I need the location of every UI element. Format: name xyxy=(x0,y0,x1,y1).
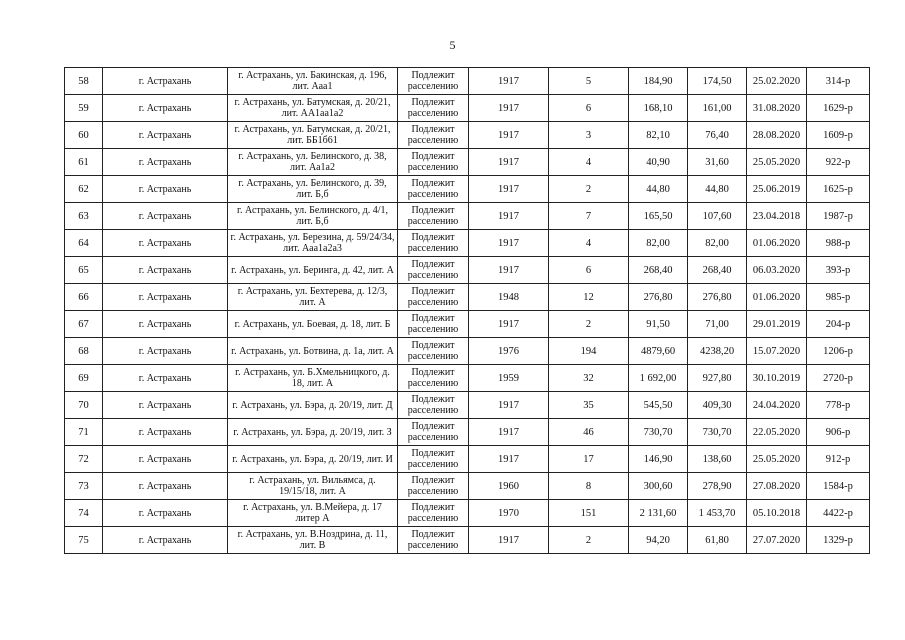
city-cell: г. Астрахань xyxy=(103,419,228,446)
row-number: 74 xyxy=(65,500,103,527)
status-cell: Подлежит расселению xyxy=(398,392,469,419)
residents-cell: 2 xyxy=(549,527,629,554)
total-area-cell: 1 692,00 xyxy=(629,365,688,392)
date-cell: 25.05.2020 xyxy=(747,149,807,176)
row-number: 72 xyxy=(65,446,103,473)
date-cell: 15.07.2020 xyxy=(747,338,807,365)
total-area-cell: 4879,60 xyxy=(629,338,688,365)
city-cell: г. Астрахань xyxy=(103,284,228,311)
address-cell: г. Астрахань, ул. Белинского, д. 38, лит. Аа1а2 xyxy=(228,149,398,176)
residents-cell: 4 xyxy=(549,230,629,257)
housing-table xyxy=(64,67,870,554)
document-number-cell: 922-р xyxy=(807,149,870,176)
residents-cell: 4 xyxy=(549,149,629,176)
living-area-cell: 61,80 xyxy=(688,527,747,554)
address-cell: г. Астрахань, ул. Бэра, д. 20/19, лит. З xyxy=(228,419,398,446)
date-cell: 27.08.2020 xyxy=(747,473,807,500)
date-cell: 25.02.2020 xyxy=(747,68,807,95)
living-area-cell: 82,00 xyxy=(688,230,747,257)
date-cell: 31.08.2020 xyxy=(747,95,807,122)
document-number-cell: 1609-р xyxy=(807,122,870,149)
row-number: 61 xyxy=(65,149,103,176)
total-area-cell: 146,90 xyxy=(629,446,688,473)
residents-cell: 7 xyxy=(549,203,629,230)
address-cell: г. Астрахань, ул. Батумская, д. 20/21, лит. ББ1б61 xyxy=(228,122,398,149)
address-cell: г. Астрахань, ул. Вильямса, д. 19/15/18, лит. А xyxy=(228,473,398,500)
table-row xyxy=(65,446,870,473)
date-cell: 27.07.2020 xyxy=(747,527,807,554)
address-cell: г. Астрахань, ул. Ботвина, д. 1а, лит. А xyxy=(228,338,398,365)
table-row xyxy=(65,149,870,176)
date-cell: 06.03.2020 xyxy=(747,257,807,284)
residents-cell: 2 xyxy=(549,311,629,338)
city-cell: г. Астрахань xyxy=(103,68,228,95)
address-cell: г. Астрахань, ул. Бэра, д. 20/19, лит. И xyxy=(228,446,398,473)
living-area-cell: 31,60 xyxy=(688,149,747,176)
living-area-cell: 138,60 xyxy=(688,446,747,473)
year-cell: 1917 xyxy=(469,95,549,122)
document-number-cell: 912-р xyxy=(807,446,870,473)
document-number-cell: 1629-р xyxy=(807,95,870,122)
living-area-cell: 71,00 xyxy=(688,311,747,338)
address-cell: г. Астрахань, ул. Березина, д. 59/24/34, лит. Ааа1а2а3 xyxy=(228,230,398,257)
row-number: 71 xyxy=(65,419,103,446)
date-cell: 05.10.2018 xyxy=(747,500,807,527)
year-cell: 1917 xyxy=(469,122,549,149)
total-area-cell: 94,20 xyxy=(629,527,688,554)
residents-cell: 151 xyxy=(549,500,629,527)
date-cell: 01.06.2020 xyxy=(747,284,807,311)
year-cell: 1917 xyxy=(469,176,549,203)
total-area-cell: 276,80 xyxy=(629,284,688,311)
year-cell: 1917 xyxy=(469,230,549,257)
city-cell: г. Астрахань xyxy=(103,392,228,419)
year-cell: 1917 xyxy=(469,311,549,338)
status-cell: Подлежит расселению xyxy=(398,500,469,527)
status-cell: Подлежит расселению xyxy=(398,473,469,500)
living-area-cell: 161,00 xyxy=(688,95,747,122)
year-cell: 1970 xyxy=(469,500,549,527)
status-cell: Подлежит расселению xyxy=(398,176,469,203)
residents-cell: 2 xyxy=(549,176,629,203)
status-cell: Подлежит расселению xyxy=(398,149,469,176)
city-cell: г. Астрахань xyxy=(103,500,228,527)
living-area-cell: 4238,20 xyxy=(688,338,747,365)
table-row xyxy=(65,392,870,419)
total-area-cell: 40,90 xyxy=(629,149,688,176)
living-area-cell: 268,40 xyxy=(688,257,747,284)
year-cell: 1917 xyxy=(469,257,549,284)
city-cell: г. Астрахань xyxy=(103,95,228,122)
total-area-cell: 300,60 xyxy=(629,473,688,500)
city-cell: г. Астрахань xyxy=(103,203,228,230)
page-number: 5 xyxy=(449,38,456,52)
date-cell: 28.08.2020 xyxy=(747,122,807,149)
table-row xyxy=(65,257,870,284)
city-cell: г. Астрахань xyxy=(103,527,228,554)
city-cell: г. Астрахань xyxy=(103,257,228,284)
total-area-cell: 730,70 xyxy=(629,419,688,446)
residents-cell: 35 xyxy=(549,392,629,419)
total-area-cell: 268,40 xyxy=(629,257,688,284)
year-cell: 1917 xyxy=(469,203,549,230)
city-cell: г. Астрахань xyxy=(103,230,228,257)
status-cell: Подлежит расселению xyxy=(398,257,469,284)
year-cell: 1917 xyxy=(469,68,549,95)
table-row xyxy=(65,419,870,446)
table-row xyxy=(65,311,870,338)
document-number-cell: 314-р xyxy=(807,68,870,95)
residents-cell: 6 xyxy=(549,95,629,122)
year-cell: 1959 xyxy=(469,365,549,392)
table-row xyxy=(65,68,870,95)
status-cell: Подлежит расселению xyxy=(398,203,469,230)
total-area-cell: 44,80 xyxy=(629,176,688,203)
document-number-cell: 1987-р xyxy=(807,203,870,230)
status-cell: Подлежит расселению xyxy=(398,338,469,365)
address-cell: г. Астрахань, ул. Б.Хмельницкого, д. 18, лит. А xyxy=(228,365,398,392)
document-number-cell: 204-р xyxy=(807,311,870,338)
city-cell: г. Астрахань xyxy=(103,176,228,203)
date-cell: 23.04.2018 xyxy=(747,203,807,230)
date-cell: 01.06.2020 xyxy=(747,230,807,257)
city-cell: г. Астрахань xyxy=(103,446,228,473)
row-number: 73 xyxy=(65,473,103,500)
residents-cell: 17 xyxy=(549,446,629,473)
residents-cell: 194 xyxy=(549,338,629,365)
city-cell: г. Астрахань xyxy=(103,365,228,392)
address-cell: г. Астрахань, ул. Белинского, д. 4/1, лит. Б,б xyxy=(228,203,398,230)
status-cell: Подлежит расселению xyxy=(398,419,469,446)
living-area-cell: 44,80 xyxy=(688,176,747,203)
residents-cell: 46 xyxy=(549,419,629,446)
total-area-cell: 545,50 xyxy=(629,392,688,419)
document-number-cell: 2720-р xyxy=(807,365,870,392)
total-area-cell: 165,50 xyxy=(629,203,688,230)
residents-cell: 32 xyxy=(549,365,629,392)
city-cell: г. Астрахань xyxy=(103,122,228,149)
city-cell: г. Астрахань xyxy=(103,149,228,176)
address-cell: г. Астрахань, ул. Беринга, д. 42, лит. А xyxy=(228,257,398,284)
living-area-cell: 409,30 xyxy=(688,392,747,419)
total-area-cell: 168,10 xyxy=(629,95,688,122)
table-row xyxy=(65,284,870,311)
year-cell: 1976 xyxy=(469,338,549,365)
total-area-cell: 82,10 xyxy=(629,122,688,149)
date-cell: 22.05.2020 xyxy=(747,419,807,446)
document-number-cell: 393-р xyxy=(807,257,870,284)
table-row xyxy=(65,203,870,230)
status-cell: Подлежит расселению xyxy=(398,122,469,149)
address-cell: г. Астрахань, ул. В.Ноздрина, д. 11, лит. В xyxy=(228,527,398,554)
living-area-cell: 76,40 xyxy=(688,122,747,149)
year-cell: 1917 xyxy=(469,392,549,419)
row-number: 67 xyxy=(65,311,103,338)
status-cell: Подлежит расселению xyxy=(398,527,469,554)
residents-cell: 5 xyxy=(549,68,629,95)
living-area-cell: 730,70 xyxy=(688,419,747,446)
row-number: 65 xyxy=(65,257,103,284)
date-cell: 25.05.2020 xyxy=(747,446,807,473)
row-number: 68 xyxy=(65,338,103,365)
city-cell: г. Астрахань xyxy=(103,473,228,500)
row-number: 63 xyxy=(65,203,103,230)
document-number-cell: 1206-р xyxy=(807,338,870,365)
document-number-cell: 1625-р xyxy=(807,176,870,203)
address-cell: г. Астрахань, ул. Белинского, д. 39, лит. Б,б xyxy=(228,176,398,203)
document-number-cell: 988-р xyxy=(807,230,870,257)
city-cell: г. Астрахань xyxy=(103,338,228,365)
address-cell: г. Астрахань, ул. Батумская, д. 20/21, лит. АА1аа1а2 xyxy=(228,95,398,122)
status-cell: Подлежит расселению xyxy=(398,230,469,257)
status-cell: Подлежит расселению xyxy=(398,365,469,392)
row-number: 75 xyxy=(65,527,103,554)
document-number-cell: 4422-р xyxy=(807,500,870,527)
address-cell: г. Астрахань, ул. Бехтерева, д. 12/3, лит. А xyxy=(228,284,398,311)
city-cell: г. Астрахань xyxy=(103,311,228,338)
status-cell: Подлежит расселению xyxy=(398,68,469,95)
year-cell: 1917 xyxy=(469,149,549,176)
document-number-cell: 778-р xyxy=(807,392,870,419)
row-number: 70 xyxy=(65,392,103,419)
total-area-cell: 2 131,60 xyxy=(629,500,688,527)
address-cell: г. Астрахань, ул. Бакинская, д. 196, лит. Ааа1 xyxy=(228,68,398,95)
living-area-cell: 927,80 xyxy=(688,365,747,392)
document-number-cell: 1329-р xyxy=(807,527,870,554)
residents-cell: 6 xyxy=(549,257,629,284)
row-number: 58 xyxy=(65,68,103,95)
table-row xyxy=(65,365,870,392)
status-cell: Подлежит расселению xyxy=(398,311,469,338)
date-cell: 30.10.2019 xyxy=(747,365,807,392)
residents-cell: 3 xyxy=(549,122,629,149)
document-number-cell: 906-р xyxy=(807,419,870,446)
status-cell: Подлежит расселению xyxy=(398,284,469,311)
living-area-cell: 276,80 xyxy=(688,284,747,311)
living-area-cell: 107,60 xyxy=(688,203,747,230)
total-area-cell: 184,90 xyxy=(629,68,688,95)
residents-cell: 8 xyxy=(549,473,629,500)
residents-cell: 12 xyxy=(549,284,629,311)
living-area-cell: 1 453,70 xyxy=(688,500,747,527)
table-row xyxy=(65,176,870,203)
address-cell: г. Астрахань, ул. Бэра, д. 20/19, лит. Д xyxy=(228,392,398,419)
document-number-cell: 1584-р xyxy=(807,473,870,500)
living-area-cell: 174,50 xyxy=(688,68,747,95)
row-number: 64 xyxy=(65,230,103,257)
table-row xyxy=(65,95,870,122)
row-number: 59 xyxy=(65,95,103,122)
row-number: 62 xyxy=(65,176,103,203)
row-number: 66 xyxy=(65,284,103,311)
address-cell: г. Астрахань, ул. В.Мейера, д. 17 литер А xyxy=(228,500,398,527)
living-area-cell: 278,90 xyxy=(688,473,747,500)
row-number: 60 xyxy=(65,122,103,149)
year-cell: 1960 xyxy=(469,473,549,500)
date-cell: 29.01.2019 xyxy=(747,311,807,338)
table-row xyxy=(65,500,870,527)
row-number: 69 xyxy=(65,365,103,392)
year-cell: 1917 xyxy=(469,419,549,446)
table-row xyxy=(65,122,870,149)
table-row xyxy=(65,473,870,500)
table-row xyxy=(65,230,870,257)
year-cell: 1917 xyxy=(469,527,549,554)
total-area-cell: 82,00 xyxy=(629,230,688,257)
status-cell: Подлежит расселению xyxy=(398,446,469,473)
table-row xyxy=(65,527,870,554)
status-cell: Подлежит расселению xyxy=(398,95,469,122)
address-cell: г. Астрахань, ул. Боевая, д. 18, лит. Б xyxy=(228,311,398,338)
table-row xyxy=(65,338,870,365)
year-cell: 1948 xyxy=(469,284,549,311)
total-area-cell: 91,50 xyxy=(629,311,688,338)
document-number-cell: 985-р xyxy=(807,284,870,311)
date-cell: 24.04.2020 xyxy=(747,392,807,419)
year-cell: 1917 xyxy=(469,446,549,473)
date-cell: 25.06.2019 xyxy=(747,176,807,203)
table-body xyxy=(65,68,870,554)
